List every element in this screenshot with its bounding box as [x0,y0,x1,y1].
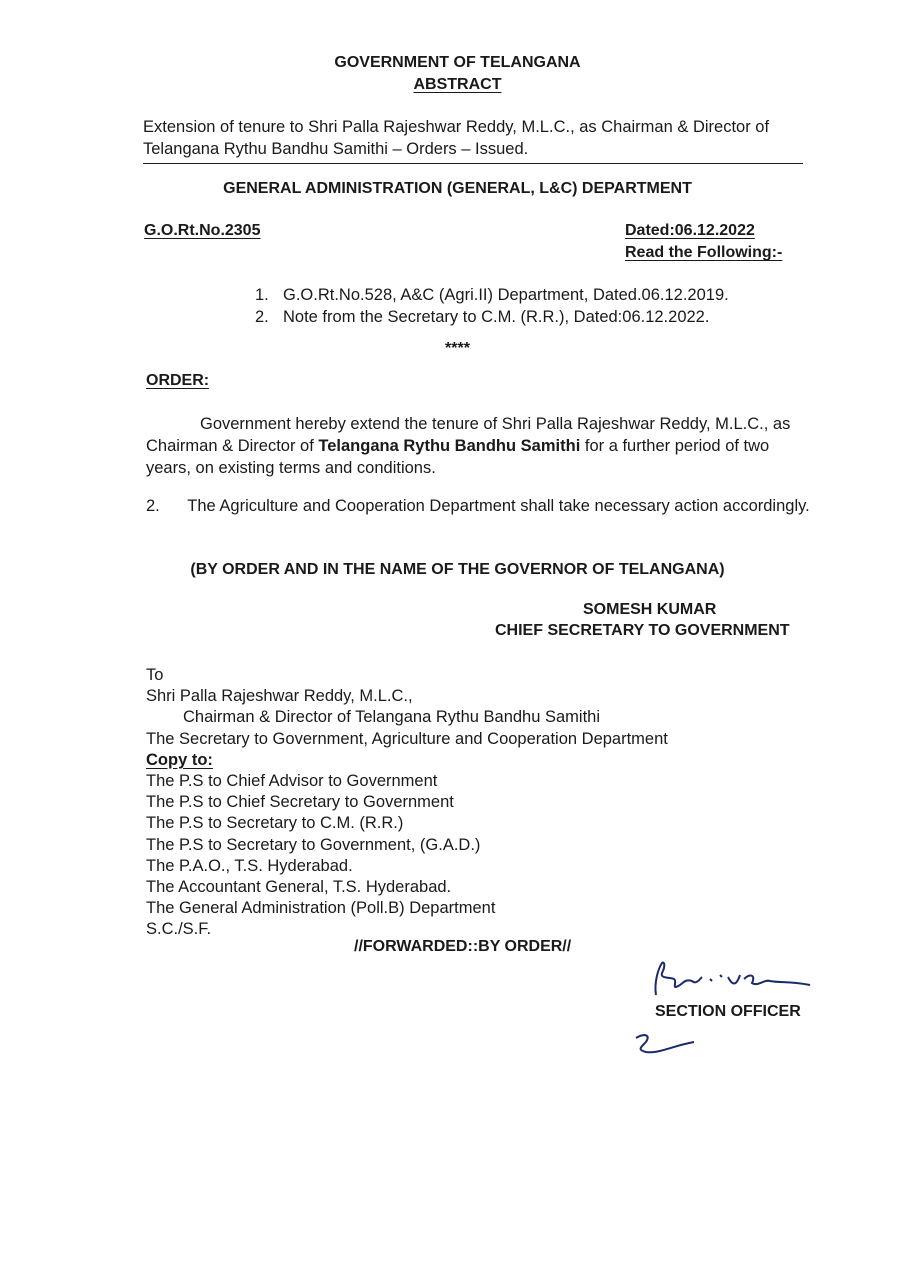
subject-divider [143,163,803,164]
list-item: The P.S to Secretary to Government, (G.A.D.) [146,835,481,854]
list-item: The P.S to Chief Advisor to Government [146,772,438,791]
order-paragraph-1: Government hereby extend the tenure of Shri Palla Rajeshwar Reddy, M.L.C., as Chairman & Director of Telangana Rythu Bandhu Samithi for a further period of two years, on existing terms and conditions. [146,415,791,477]
list-item: 1. G.O.Rt.No.528, A&C (Agri.II) Department, Dated.06.12.2019. [255,286,729,304]
section-officer-label: SECTION OFFICER [655,1003,801,1020]
signatory-title: CHIEF SECRETARY TO GOVERNMENT [495,622,790,639]
order-date: Dated:06.12.2022 [625,222,755,239]
department-heading: GENERAL ADMINISTRATION (GENERAL, L&C) DEPARTMENT [223,180,692,197]
subject-text: Extension of tenure to Shri Palla Rajeshwar Reddy, M.L.C., as Chairman & Director of Telangana Rythu Bandhu Samithi – Orders – Issued. [143,118,770,158]
list-item: The P.S to Secretary to C.M. (R.R.) [146,814,404,833]
signatory-name: SOMESH KUMAR [583,601,717,618]
list-item: The P.S to Chief Secretary to Government [146,793,454,812]
by-order-line: (BY ORDER AND IN THE NAME OF THE GOVERNOR OF TELANGANA) [190,561,725,578]
list-item: The Accountant General, T.S. Hyderabad. [146,878,452,897]
list-item: 2. Note from the Secretary to C.M. (R.R.), Dated:06.12.2022. [255,308,710,326]
order-number: G.O.Rt.No.2305 [144,222,261,239]
list-item: Chairman & Director of Telangana Rythu Bandhu Samithi [183,708,601,727]
list-item: The Secretary to Government, Agriculture and Cooperation Department [146,729,668,748]
reference-list [255,284,729,328]
list-item: The P.A.O., T.S. Hyderabad. [146,856,353,875]
government-heading: GOVERNMENT OF TELANGANA [334,54,581,71]
order-heading: ORDER: [146,372,210,389]
list-item: The General Administration (Poll.B) Department [146,899,496,918]
abstract-heading: ABSTRACT [413,76,502,93]
separator: **** [445,340,470,357]
initials-mark [632,1030,702,1060]
recipients-block [146,665,668,941]
to-label: To [146,666,164,684]
handwritten-signature [640,955,825,1005]
read-following-heading: Read the Following:- [625,244,783,261]
list-item: Shri Palla Rajeshwar Reddy, M.L.C., [146,687,413,706]
order-paragraph-2: 2. The Agriculture and Cooperation Department shall take necessary action accordingly. [146,497,810,515]
copy-to-label: Copy to: [146,750,213,769]
list-item: S.C./S.F. [146,920,212,939]
forwarded-line: //FORWARDED::BY ORDER// [354,938,572,955]
